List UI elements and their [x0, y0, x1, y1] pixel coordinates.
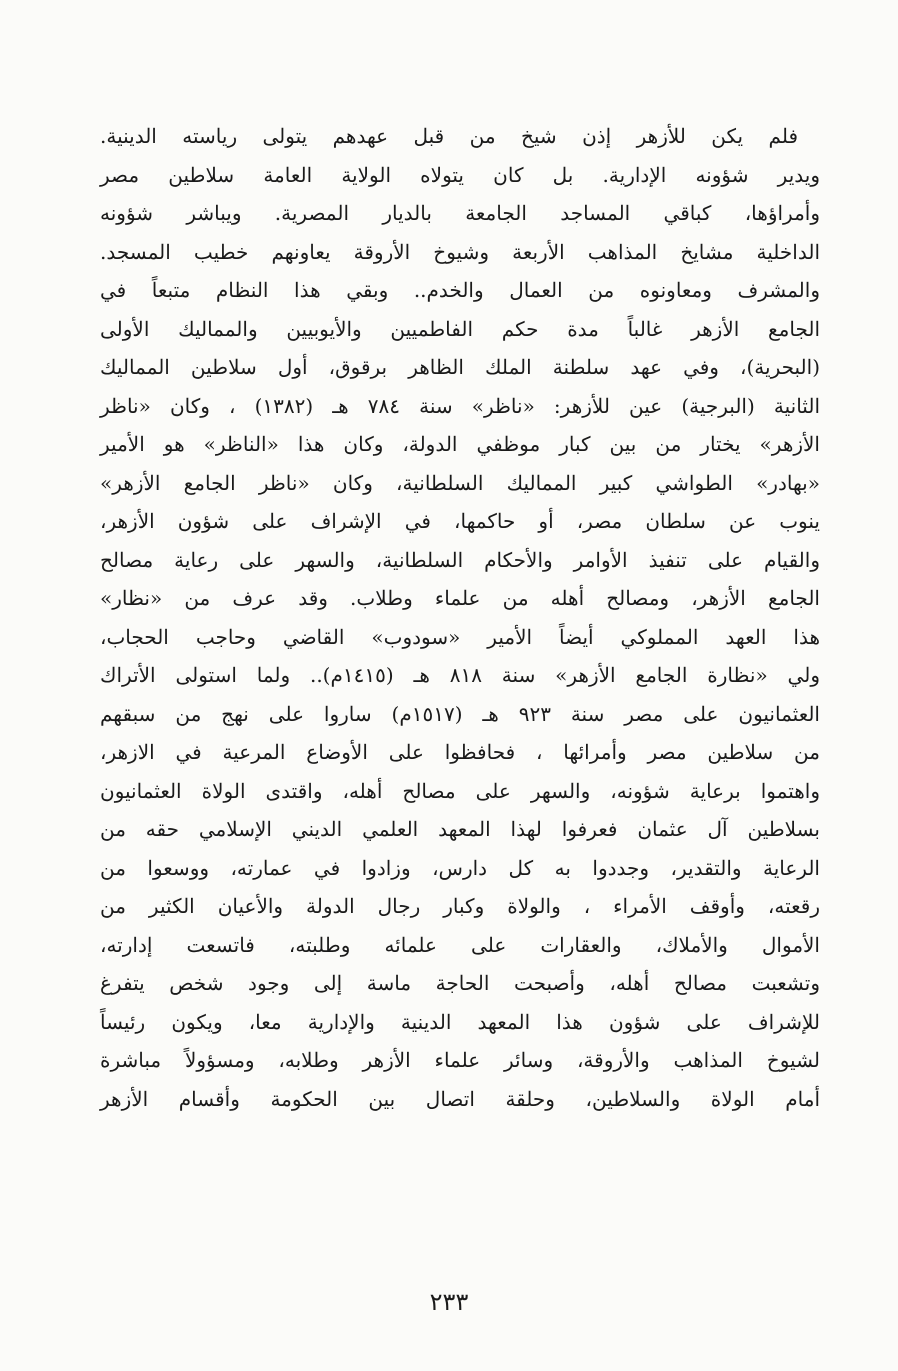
text-line: الرعاية والتقدير، وجددوا به كل دارس، وزادوا في عمارته، ووسعوا من [100, 855, 820, 880]
body-text [100, 117, 820, 1118]
text-line: الأزهر» يختار من بين كبار موظفي الدولة، وكان هذا «الناظر» هو الأمير [100, 432, 820, 456]
text-line: الثانية (البرجية) عين للأزهر: «ناظر» سنة ٧٨٤ هـ (١٣٨٢) ، وكان «ناظر [100, 393, 820, 418]
text-line: فلم يكن للأزهر إذن شيخ من قبل عهدهم يتولى رياسته الدينية. [100, 124, 798, 148]
page-number: ٢٣٣ [429, 1288, 469, 1316]
text-line: واهتموا برعاية شؤونه، والسهر على مصالح أهله، واقتدى الولاة العثمانيون [100, 778, 820, 803]
text-line: ينوب عن سلطان مصر، أو حاكمها، في الإشراف على شؤون الأزهر، [100, 509, 820, 533]
text-line: رقعته، وأوقف الأمراء ، والولاة وكبار رجال الدولة والأعيان الكثير من [100, 894, 820, 918]
text-line: الجامع الأزهر غالباً مدة حكم الفاطميين والأيوبيين والمماليك الأولى [100, 316, 820, 341]
text-line: الأموال والأملاك، والعقارات على علمائه وطلبته، فاتسعت إدارته، [100, 932, 820, 957]
text-line: الجامع الأزهر، ومصالح أهله من علماء وطلاب. وقد عرف من «نظار» [100, 586, 820, 610]
text-line: ويدير شؤونه الإدارية. بل كان يتولاه الولاية العامة سلاطين مصر [100, 162, 820, 187]
text-line: وتشعبت مصالح أهله، وأصبحت الحاجة ماسة إلى وجود شخص يتفرغ [100, 971, 820, 995]
text-line: الداخلية مشايخ المذاهب الأربعة وشيوخ الأروقة يعاونهم خطيب المسجد. [100, 239, 820, 264]
text-line: أمام الولاة والسلاطين، وحلقة اتصال بين الحكومة وأقسام الأزهر [100, 1086, 820, 1111]
text-line: ولي «نظارة الجامع الأزهر» سنة ٨١٨ هـ (١٤١٥م).. ولما استولى الأتراك [100, 663, 820, 687]
text-line: هذا العهد المملوكي أيضاً الأمير «سودوب» القاضي وحاجب الحجاب، [100, 624, 820, 649]
text-line: «بهادر» الطواشي كبير المماليك السلطانية، وكان «ناظر الجامع الأزهر» [100, 470, 820, 495]
text-line: والمشرف ومعاونوه من العمال والخدم.. وبقي هذا النظام متبعاً في [100, 278, 820, 302]
text-line: لشيوخ المذاهب والأروقة، وسائر علماء الأزهر وطلابه، ومسؤولاً مباشرة [100, 1048, 820, 1072]
text-line: العثمانيون على مصر سنة ٩٢٣ هـ (١٥١٧م) ساروا على نهج من سبقهم [100, 701, 820, 726]
text-line: بسلاطين آل عثمان فعرفوا لهذا المعهد العلمي الديني الإسلامي حقه من [100, 817, 820, 841]
text-line: وأمراؤها، كباقي المساجد الجامعة بالديار المصرية. ويباشر شؤونه [100, 201, 820, 225]
text-line: (البحرية)، وفي عهد سلطنة الملك الظاهر برقوق، أول سلاطين المماليك [100, 355, 820, 379]
text-line: للإشراف على شؤون هذا المعهد الدينية والإدارية معا، ويكون رئيساً [100, 1009, 820, 1034]
text-line: والقيام على تنفيذ الأوامر والأحكام السلطانية، والسهر على رعاية مصالح [100, 547, 820, 572]
text-line: من سلاطين مصر وأمرائها ، فحافظوا على الأوضاع المرعية في الازهر، [100, 740, 820, 764]
